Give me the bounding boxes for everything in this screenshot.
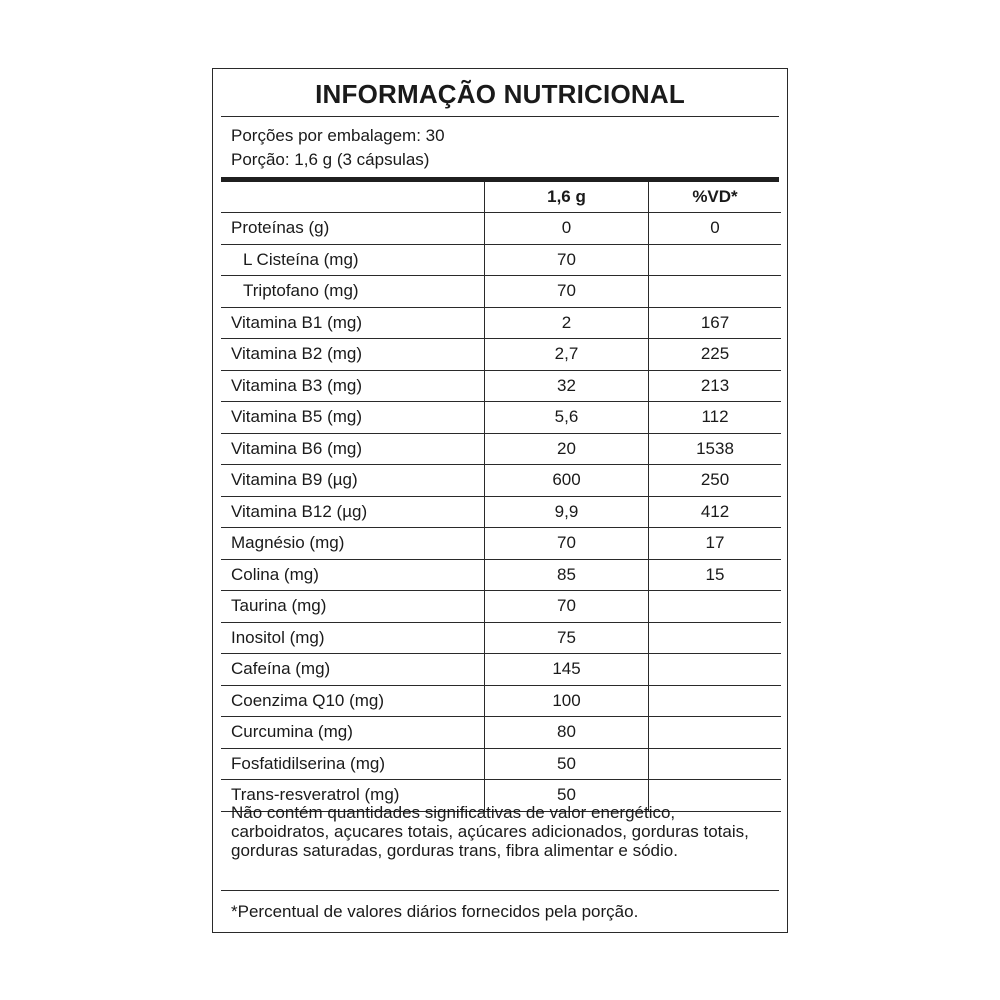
nutrient-dv	[649, 244, 782, 276]
table-row	[221, 465, 781, 497]
nutrient-quantity: 70	[485, 591, 649, 623]
nutrient-quantity: 2,7	[485, 339, 649, 371]
nutrient-dv: 213	[649, 370, 782, 402]
nutrient-name: Vitamina B3 (mg)	[221, 370, 485, 402]
nutrient-name: Curcumina (mg)	[221, 717, 485, 749]
nutrient-dv	[649, 591, 782, 623]
table-row	[221, 244, 781, 276]
nutrient-dv	[649, 654, 782, 686]
nutrient-name: Vitamina B1 (mg)	[221, 307, 485, 339]
nutrient-dv: 167	[649, 307, 782, 339]
nutrient-name: Taurina (mg)	[221, 591, 485, 623]
table-row	[221, 654, 781, 686]
nutrient-quantity: 70	[485, 528, 649, 560]
table-row	[221, 591, 781, 623]
table-header-row	[221, 182, 781, 213]
nutrient-dv	[649, 748, 782, 780]
nutrient-name: Cafeína (mg)	[221, 654, 485, 686]
nutrient-quantity: 5,6	[485, 402, 649, 434]
nutrient-name: Vitamina B6 (mg)	[221, 433, 485, 465]
nutrient-quantity: 100	[485, 685, 649, 717]
table-row	[221, 748, 781, 780]
nutrient-name: Inositol (mg)	[221, 622, 485, 654]
nutrient-dv	[649, 276, 782, 308]
nutrient-name: Vitamina B12 (µg)	[221, 496, 485, 528]
nutrient-name: Vitamina B5 (mg)	[221, 402, 485, 434]
nutrient-dv	[649, 622, 782, 654]
dv-footnote: *Percentual de valores diários fornecidos pela porção.	[231, 902, 639, 921]
table-row	[221, 559, 781, 591]
table-row	[221, 433, 781, 465]
nutrient-quantity: 70	[485, 276, 649, 308]
nutrient-quantity: 50	[485, 748, 649, 780]
nutrient-quantity: 50	[485, 780, 649, 812]
nutrient-name: Vitamina B2 (mg)	[221, 339, 485, 371]
nutrient-name: Vitamina B9 (µg)	[221, 465, 485, 497]
nutrient-name: Magnésio (mg)	[221, 528, 485, 560]
serving-size: Porção: 1,6 g (3 cápsulas)	[231, 150, 430, 169]
table-row	[221, 402, 781, 434]
nutrient-dv: 225	[649, 339, 782, 371]
table-row	[221, 213, 781, 245]
nutrient-quantity: 80	[485, 717, 649, 749]
serving-info	[231, 124, 445, 172]
table-row	[221, 276, 781, 308]
table-row	[221, 717, 781, 749]
header-dv: %VD*	[649, 182, 782, 213]
table-row	[221, 339, 781, 371]
nutrient-name: Proteínas (g)	[221, 213, 485, 245]
table-row	[221, 370, 781, 402]
nutrient-dv: 1538	[649, 433, 782, 465]
nutrient-quantity: 85	[485, 559, 649, 591]
nutrient-quantity: 20	[485, 433, 649, 465]
nutrient-dv: 112	[649, 402, 782, 434]
nutrient-quantity: 0	[485, 213, 649, 245]
nutrient-dv: 250	[649, 465, 782, 497]
nutrient-dv: 15	[649, 559, 782, 591]
nutrient-dv: 0	[649, 213, 782, 245]
nutrient-name: Triptofano (mg)	[221, 276, 485, 308]
nutrient-name: Fosfatidilserina (mg)	[221, 748, 485, 780]
nutrient-name: Coenzima Q10 (mg)	[221, 685, 485, 717]
nutrient-quantity: 145	[485, 654, 649, 686]
nutrient-quantity: 75	[485, 622, 649, 654]
header-nutrient	[221, 182, 485, 213]
nutrient-quantity: 2	[485, 307, 649, 339]
nutrition-label	[212, 68, 788, 933]
nutrition-table	[221, 182, 781, 812]
header-quantity: 1,6 g	[485, 182, 649, 213]
nutrient-name: Trans-resveratrol (mg)	[221, 780, 485, 812]
nutrient-dv	[649, 717, 782, 749]
disclaimer-note: Não contém quantidades significativas de valor energético, carboidratos, açucares totais, açúcares adicionados, gorduras totais, gorduras saturadas, gorduras trans, fibra alimentar e sódio.	[231, 803, 749, 860]
note-divider	[221, 890, 779, 891]
nutrient-dv: 17	[649, 528, 782, 560]
table-row	[221, 307, 781, 339]
nutrient-quantity: 32	[485, 370, 649, 402]
nutrient-name: L Cisteína (mg)	[221, 244, 485, 276]
nutrient-dv	[649, 685, 782, 717]
table-row	[221, 496, 781, 528]
nutrient-dv: 412	[649, 496, 782, 528]
label-title: INFORMAÇÃO NUTRICIONAL	[315, 79, 685, 109]
nutrient-quantity: 600	[485, 465, 649, 497]
table-row	[221, 685, 781, 717]
servings-per-package: Porções por embalagem: 30	[231, 126, 445, 145]
nutrient-quantity: 9,9	[485, 496, 649, 528]
nutrient-quantity: 70	[485, 244, 649, 276]
nutrient-name: Colina (mg)	[221, 559, 485, 591]
title-divider	[221, 116, 779, 117]
table-row	[221, 528, 781, 560]
table-row	[221, 622, 781, 654]
